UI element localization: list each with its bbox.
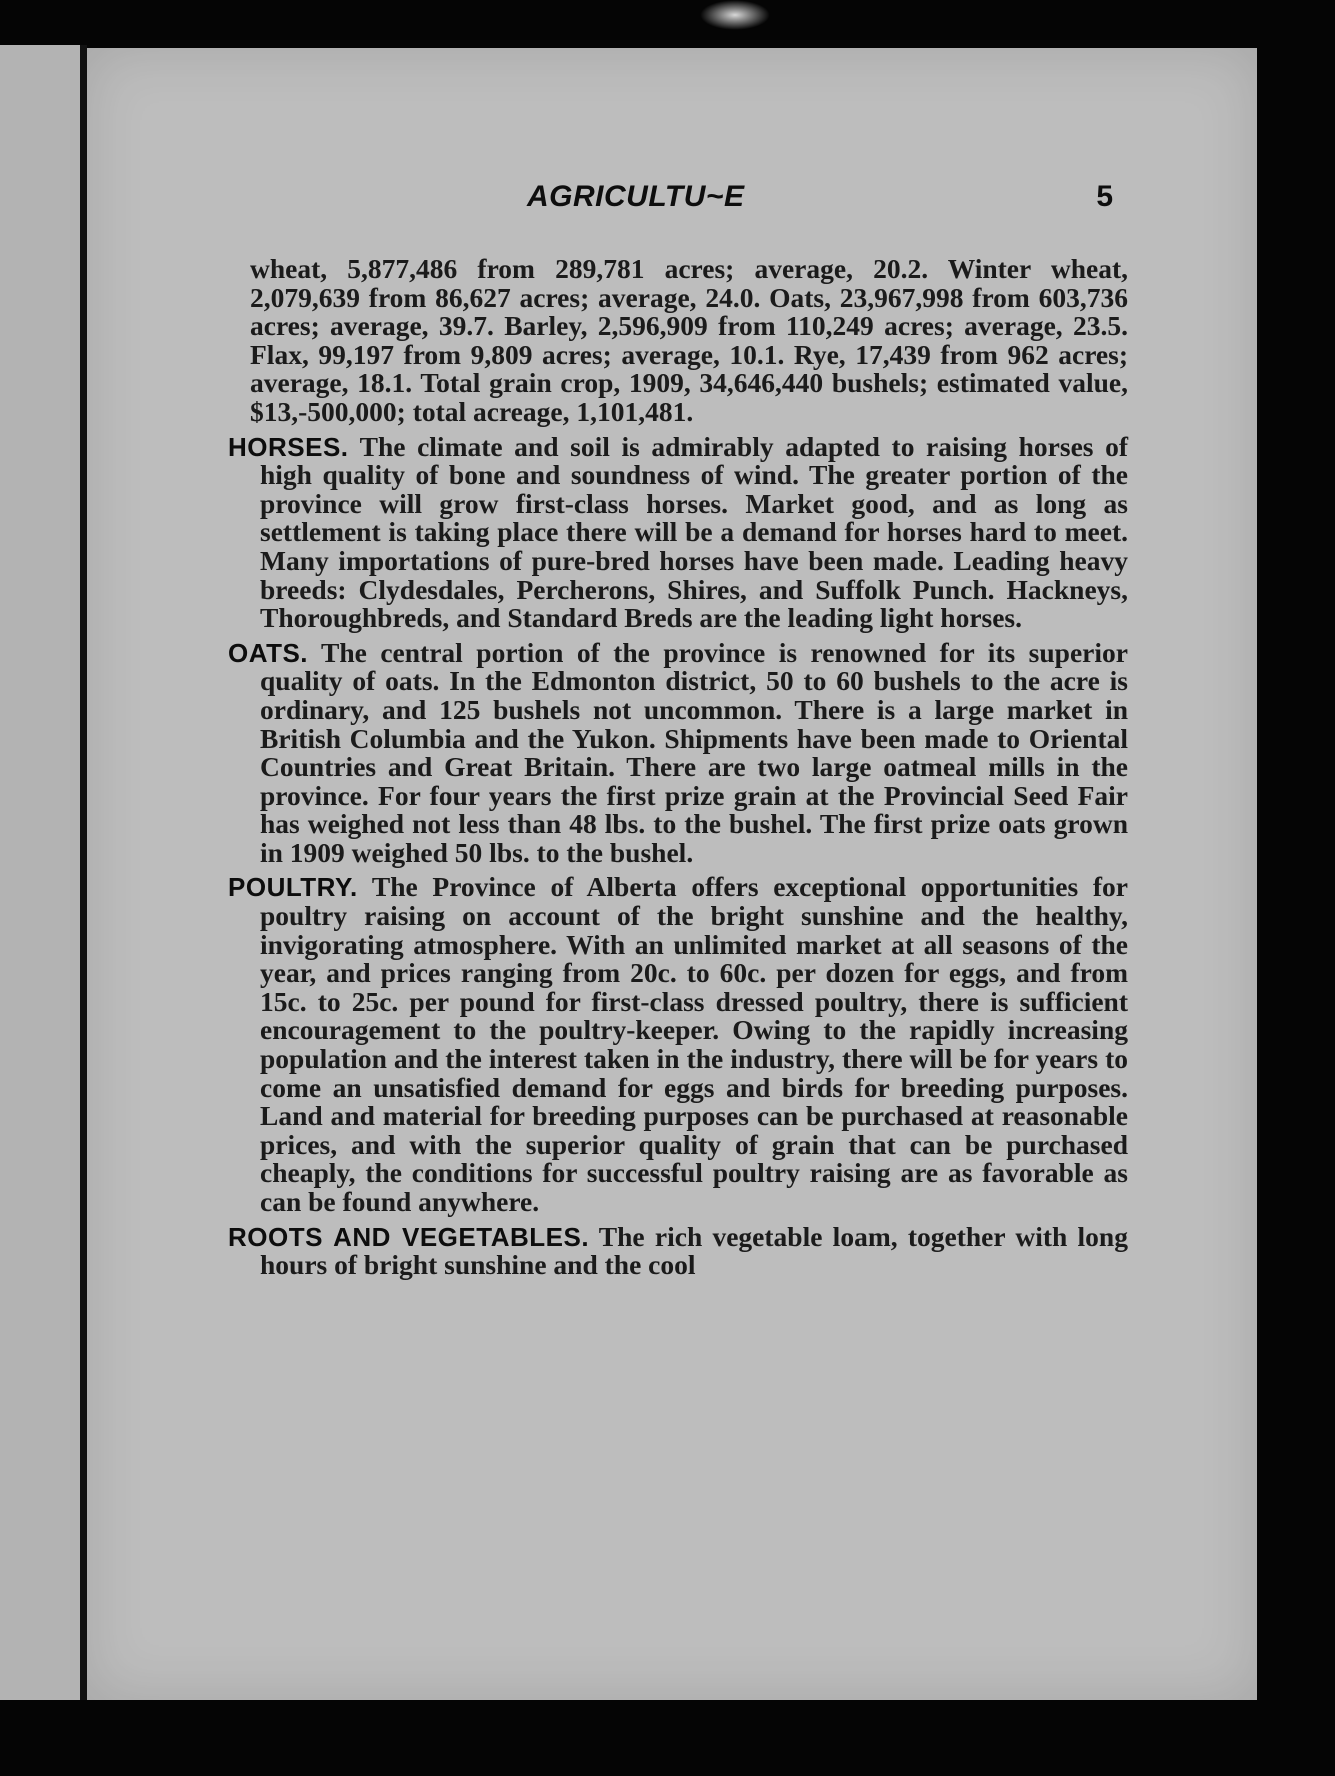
section-heading-roots-and-vegetables: ROOTS AND VEGETABLES. [228,1221,590,1252]
section-heading-oats: OATS. [228,637,309,668]
page-body [228,255,1128,1286]
top-smudge-mark [700,0,770,30]
page-header [245,180,1125,220]
paragraph-poultry [228,873,1128,1216]
paragraph-oats [228,636,1128,868]
section-heading-horses: HORSES. [228,431,349,462]
paragraph-text: The central portion of the province is renowned for its superior quality of oats. In the Edmonton district, 50 to 60 bushels to the acre is ordinary, and 125 bushels not uncommon. There is a large market in British Columbia and the Yukon. Shipments have been made to Oriental Countries and Great Britain. There are two large oatmeal mills in the province. For four years the first prize grain at the Provincial Seed Fair has weighed not less than 48 lbs. to the bushel. The first prize oats grown in 1909 weighed 50 lbs. to the bushel. [260,636,1128,868]
paragraph-horses [228,430,1128,634]
page-number: 5 [1096,180,1113,213]
facing-page-edge [0,45,84,1700]
paragraph-text: The climate and soil is admirably adapted to raising horses of high quality of bone and soundness of wind. The greater portion of the province will grow first-class horses. Market good, and as long as settlement is taking place there will be a demand for horses hard to meet. Many importations of pure-bred horses have been made. Leading heavy breeds: Clydesdales, Percherons, Shires, and Suffolk Punch. Hackneys, Thoroughbreds, and Standard Breds are the leading light horses. [260,430,1128,634]
paragraph-roots-and-vegetables [228,1220,1128,1281]
paragraph-text: The Province of Alberta offers exceptional opportunities for poultry raising on account of the bright sunshine and the healthy, invigorating atmosphere. With an unlimited market at all seasons of the year, and prices ranging from 20c. to 60c. per dozen for eggs, and from 15c. to 25c. per pound for first-class dressed poultry, there is sufficient encouragement to the poultry-keeper. Owing to the rapidly increasing population and the interest taken in the industry, there will be for years to come an unsatisfied demand for eggs and birds for breeding purposes. Land and material for breeding purposes can be purchased at reasonable prices, and with the superior quality of grain that can be purchased cheaply, the conditions for successful poultry raising are as favorable as can be found anywhere. [260,871,1128,1217]
section-heading-poultry: POULTRY. [228,872,358,903]
paragraph-grain-statistics [250,255,1128,427]
paragraph-text: wheat, 5,877,486 from 289,781 acres; average, 20.2. Winter wheat, 2,079,639 from 86,627 acres; average, 24.0. Oats, 23,967,998 from 603,736 acres; average, 39.7. Barley, 2,596,909 from 110,249 acres; average, 23.5. Flax, 99,197 from 9,809 acres; average, 10.1. Rye, 17,439 from 962 acres; average, 18.1. Total grain crop, 1909, 34,646,440 bushels; estimated value, $13,-500,000; total acreage, 1,101,481. [250,253,1128,427]
running-head: AGRICULTU~E [527,180,745,213]
paragraph-text: The rich vegetable loam, together with long hours of bright sunshine and the cool [260,1220,1128,1281]
book-gutter [80,45,87,1700]
